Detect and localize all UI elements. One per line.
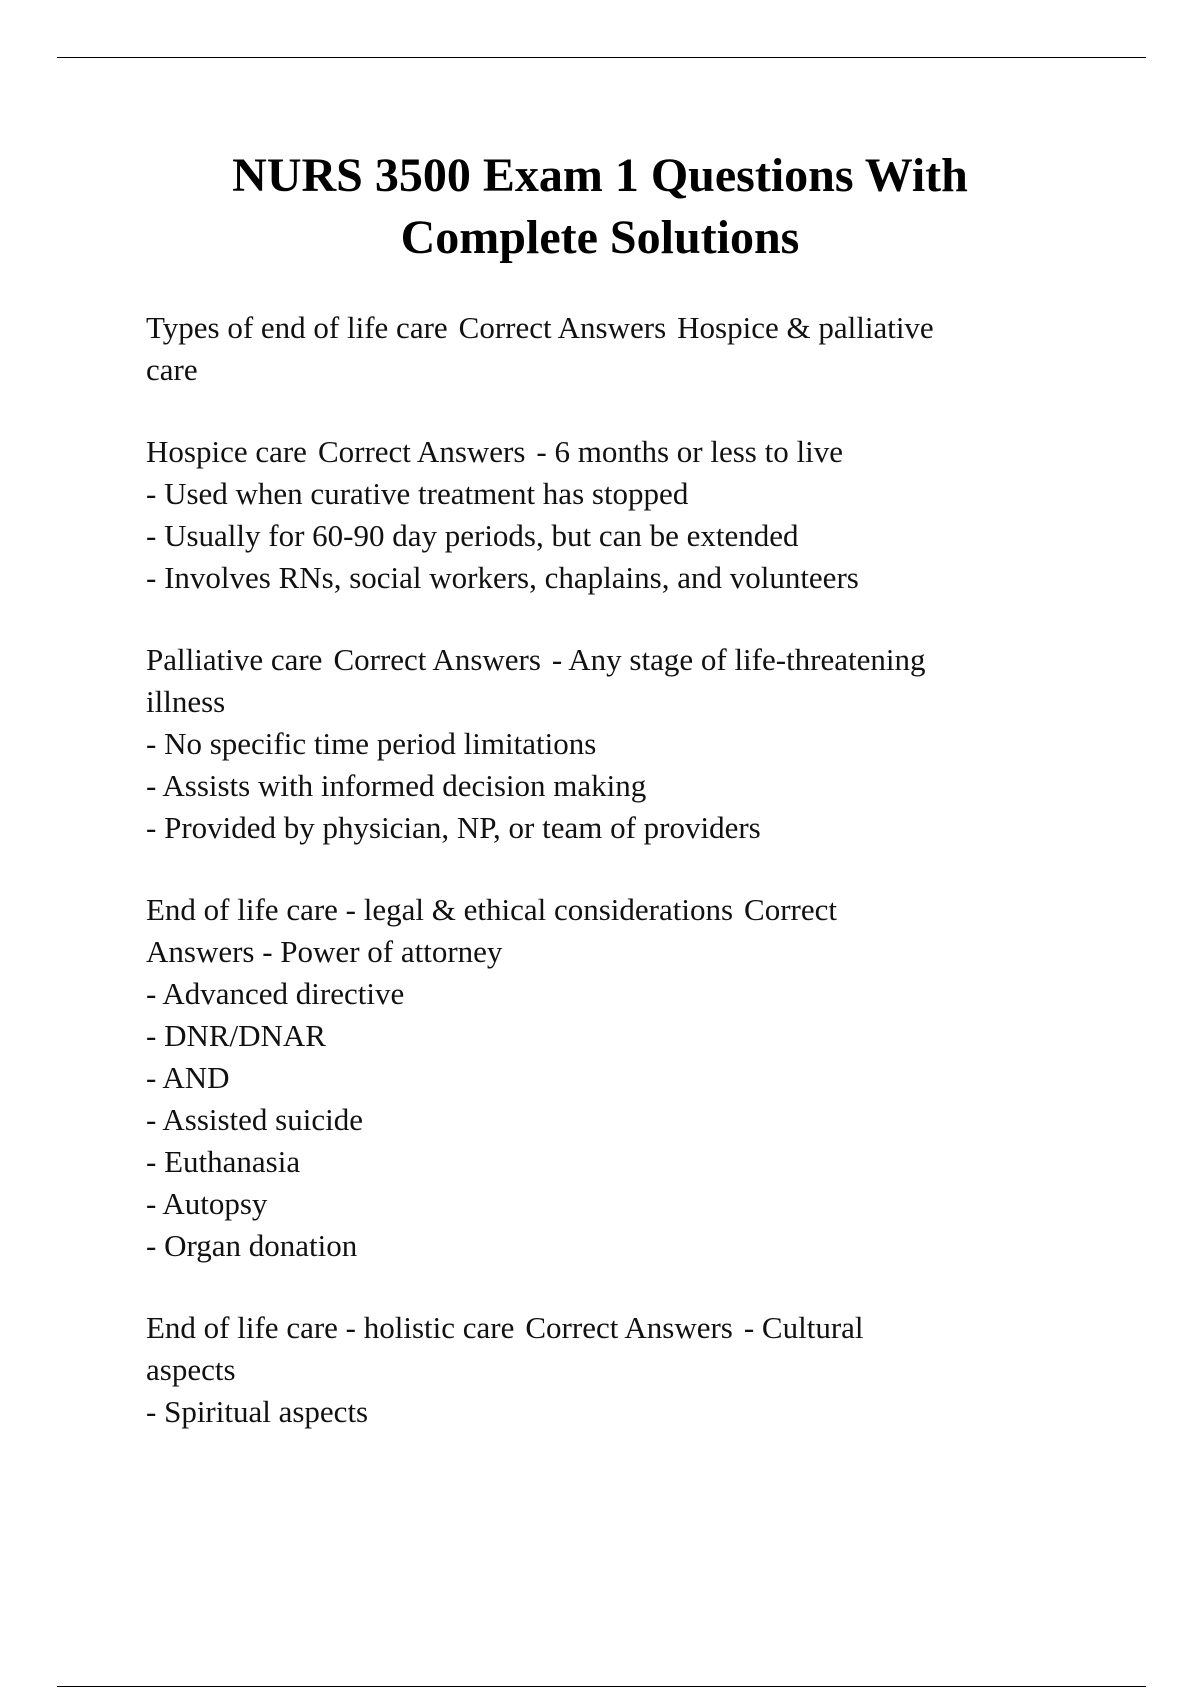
entry-first-line [146, 431, 1091, 473]
entry-first-line [146, 1307, 1091, 1349]
answer-line: - Involves RNs, social workers, chaplains, and volunteers [146, 560, 859, 595]
answer-line: care [146, 352, 198, 387]
qa-entry-holistic-care [146, 1307, 1091, 1433]
answer-text: - Cultural [743, 1310, 864, 1345]
answer-line: - Spiritual aspects [146, 1394, 369, 1429]
answer-line: Answers - Power of attorney [146, 934, 503, 969]
qa-entry-legal-ethical-considerations [146, 889, 1091, 1267]
qa-entry-hospice-care [146, 431, 1091, 599]
answer-line: illness [146, 684, 226, 719]
answer-line: - Advanced directive [146, 976, 405, 1011]
answer-line: - Assisted suicide [146, 1102, 363, 1137]
answer-label: Correct Answers [525, 1310, 733, 1345]
answer-text: - 6 months or less to live [536, 434, 843, 469]
entry-term: Hospice care [146, 434, 307, 469]
answer-line: - Usually for 60-90 day periods, but can be extended [146, 518, 799, 553]
title-line-2: Complete Solutions [400, 211, 800, 264]
entry-first-line [146, 889, 1091, 931]
page-title [0, 145, 1200, 269]
answer-line: - AND [146, 1060, 230, 1095]
entry-term: End of life care - legal & ethical considerations [146, 892, 734, 927]
answer-line: aspects [146, 1352, 236, 1387]
answer-label: Correct Answers [333, 642, 541, 677]
qa-list [146, 307, 1091, 1473]
answer-text: - Any stage of life-threatening [551, 642, 926, 677]
entry-first-line [146, 639, 1091, 681]
top-rule [57, 57, 1146, 58]
answer-line: - Used when curative treatment has stopped [146, 476, 689, 511]
entry-term: Palliative care [146, 642, 323, 677]
answer-line: - No specific time period limitations [146, 726, 597, 761]
answer-line: - Organ donation [146, 1228, 358, 1263]
entry-term: End of life care - holistic care [146, 1310, 515, 1345]
answer-text: Hospice & palliative [677, 310, 934, 345]
answer-line: - Euthanasia [146, 1144, 301, 1179]
bottom-rule [57, 1686, 1146, 1687]
answer-label: Correct Answers [458, 310, 667, 345]
answer-line: - Provided by physician, NP, or team of providers [146, 810, 761, 845]
answer-line: - DNR/DNAR [146, 1018, 326, 1053]
entry-term: Types of end of life care [146, 310, 448, 345]
qa-entry-palliative-care [146, 639, 1091, 849]
entry-first-line [146, 307, 1091, 349]
answer-label: Correct [744, 892, 838, 927]
answer-line: - Autopsy [146, 1186, 268, 1221]
answer-line: - Assists with informed decision making [146, 768, 647, 803]
title-line-1: NURS 3500 Exam 1 Questions With [232, 149, 968, 202]
qa-entry-types-of-end-of-life-care [146, 307, 1091, 391]
answer-label: Correct Answers [317, 434, 526, 469]
